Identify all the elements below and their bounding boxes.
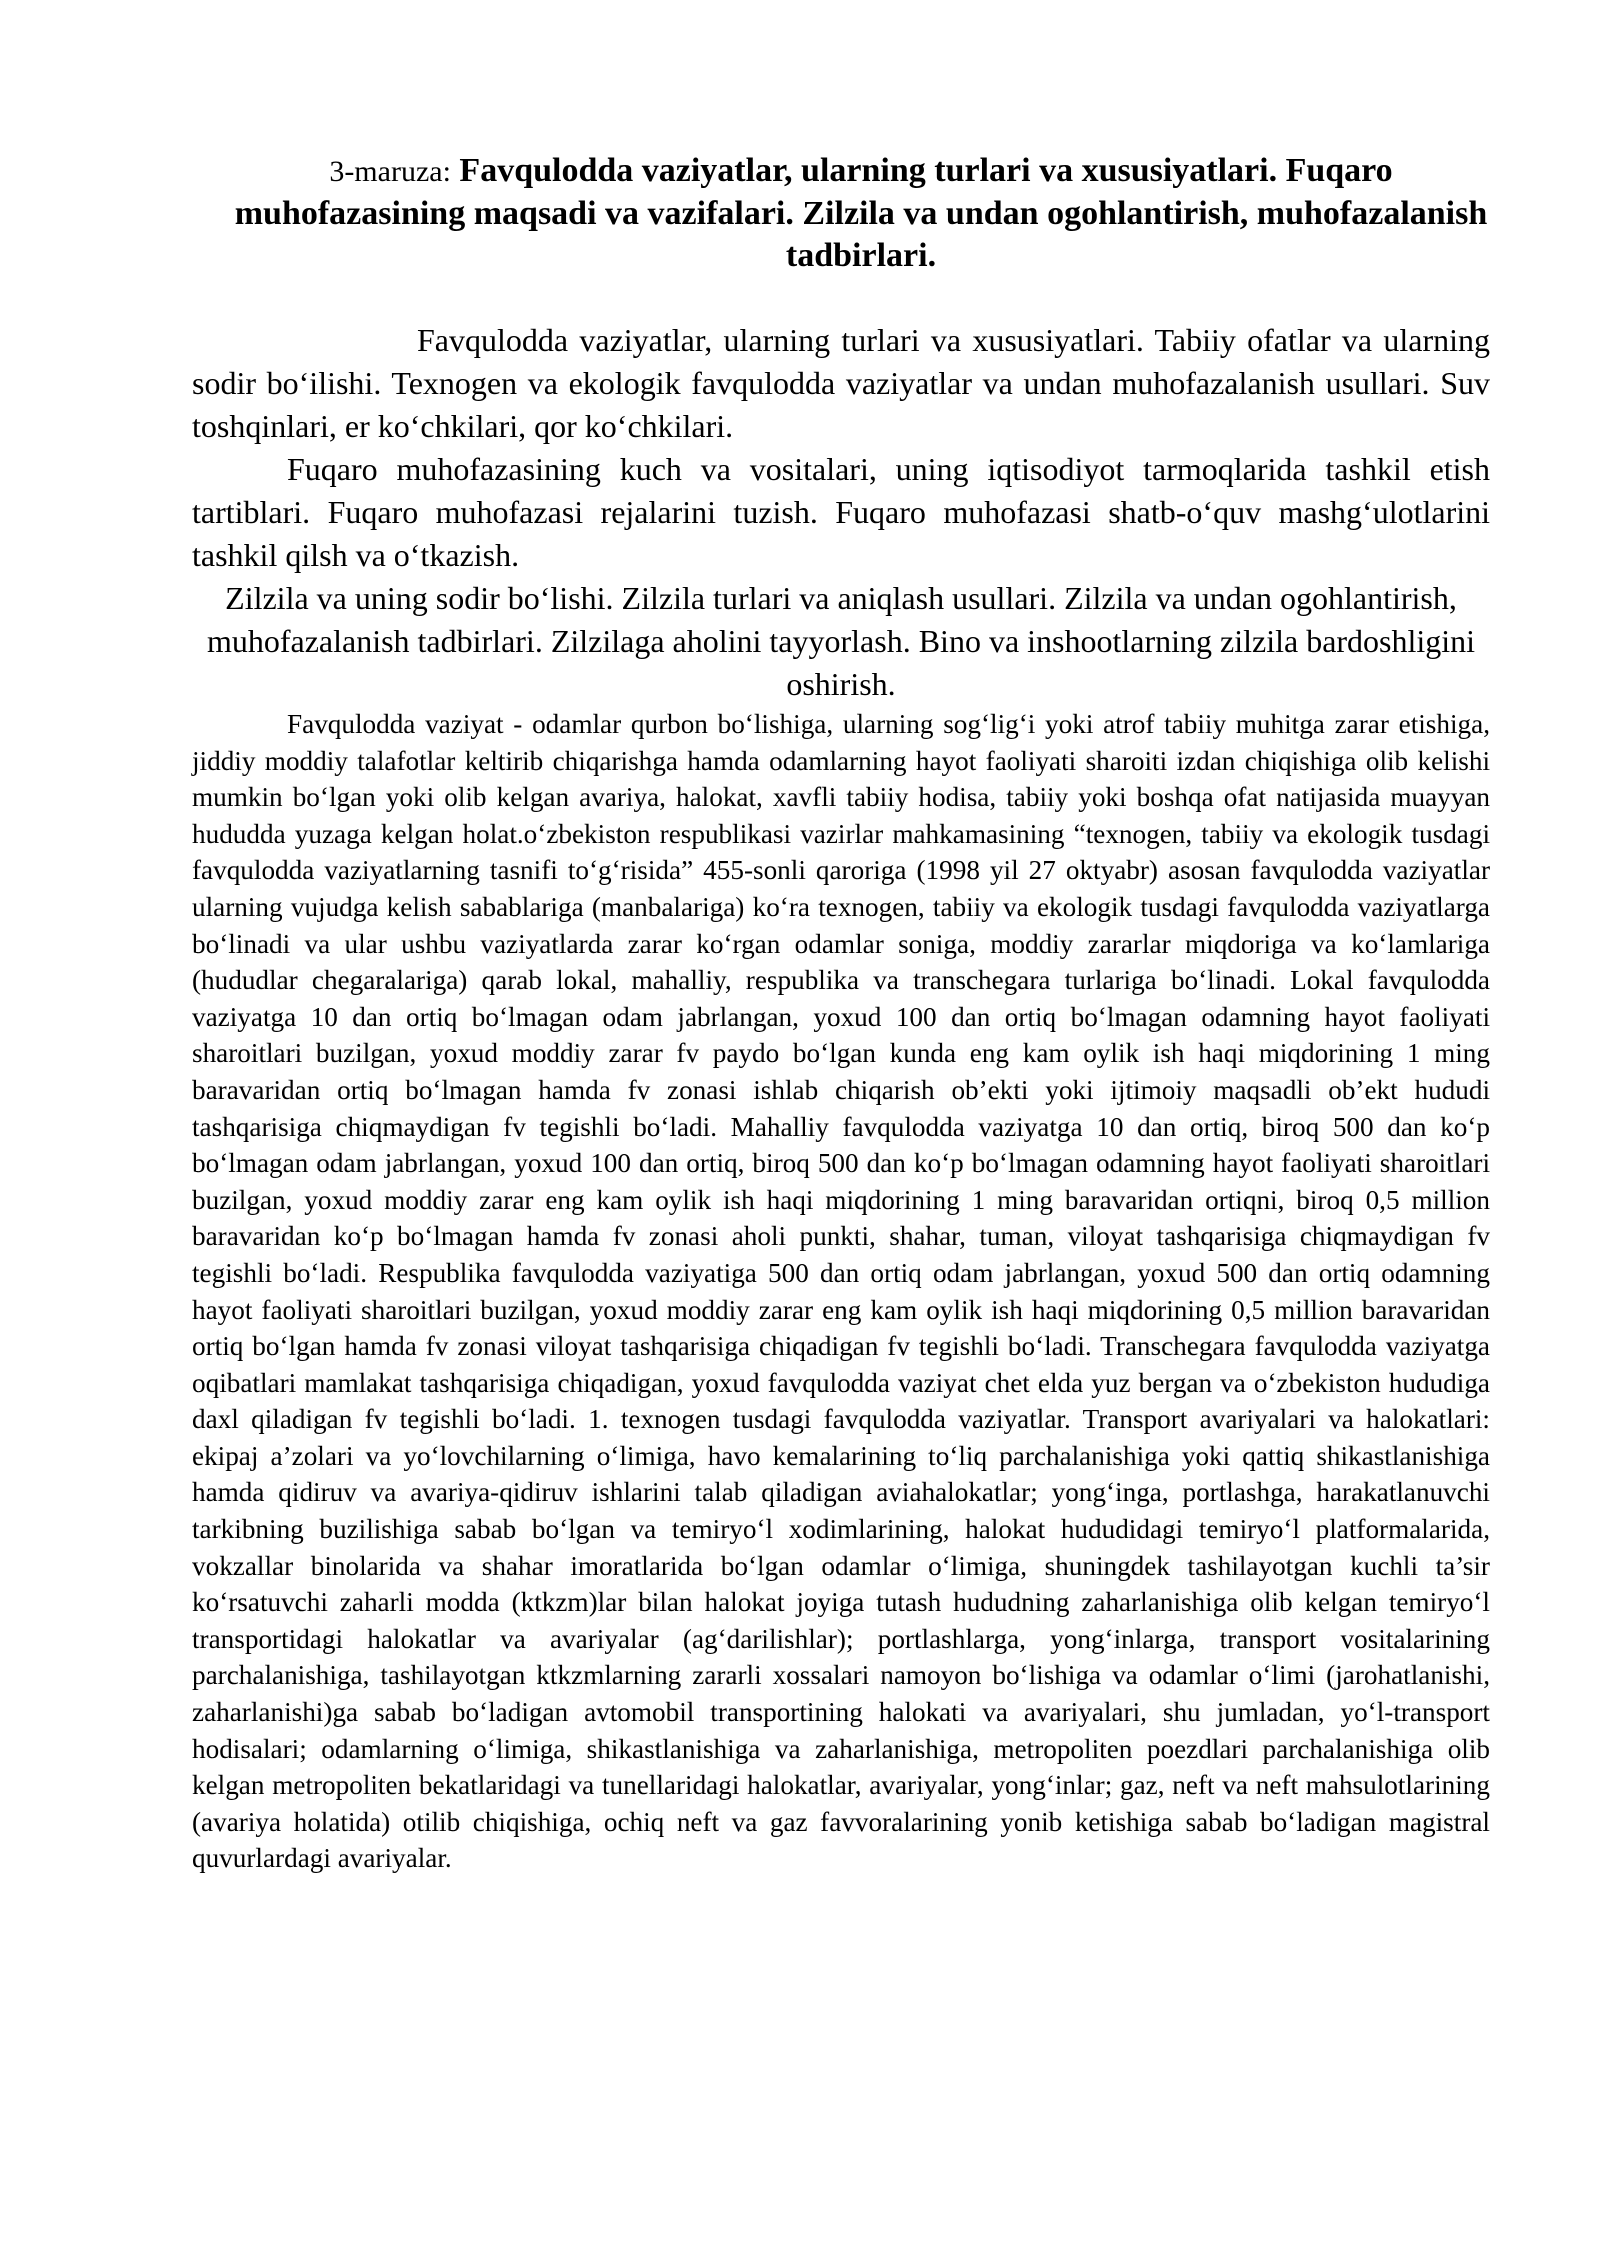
summary-paragraph-3: Zilzila va uning sodir bo‘lishi. Zilzila turlari va aniqlash usullari. Zilzila va undan ogohlantirish, muhofazalanish tadbirlari. Zilzilaga aholini tayyorlash. Bino va inshootlarning zilzila bardoshligini oshirish. [206, 580, 1476, 702]
body-paragraph: Favqulodda vaziyat - odamlar qurbon bo‘lishiga, ularning sog‘lig‘i yoki atrof tabiiy muhitga zarar etishiga, jiddiy moddiy talafotlar keltirib chiqarishga hamda odamlarning hayot faoliyati sharoiti izdan chiqishiga olib kelishi mumkin bo‘lgan yoki olib kelgan avariya, halokat, xavfli tabiiy hodisa, tabiiy yoki boshqa ofat natijasida muayyan hududda yuzaga kelgan holat.o‘zbekiston respublikasi vazirlar mahkamasining “texnogen, tabiiy va ekologik tusdagi favqulodda vaziyatlarning tasnifi to‘g‘risida” 455-sonli qaroriga (1998 yil 27 oktyabr) asosan favqulodda vaziyatlar ularning vujudga kelish sabablariga (manbalariga) ko‘ra texnogen, tabiiy va ekologik tusdagi favqulodda vaziyatlarga bo‘linadi va ular ushbu vaziyatlarda zarar ko‘rgan odamlar soniga, moddiy zararlar miqdoriga va ko‘lamlariga (hududlar chegaralariga) qarab lokal, mahalliy, respublika va transchegara turlariga bo‘linadi. Lokal favqulodda vaziyatga 10 dan ortiq bo‘lmagan odam jabrlangan, yoxud 100 dan ortiq bo‘lmagan odamning hayot faoliyati sharoitlari buzilgan, yoxud moddiy zarar fv paydo bo‘lgan kunda eng kam oylik ish haqi miqdorining 1 ming baravaridan ortiq bo‘lmagan hamda fv zonasi ishlab chiqarish ob’ekti yoki ijtimoiy maqsadli ob’ekt hududi tashqarisiga chiqmaydigan fv tegishli bo‘ladi. Mahalliy favqulodda vaziyatga 10 dan ortiq, biroq 500 dan ko‘p bo‘lmagan odam jabrlangan, yoxud 100 dan ortiq, biroq 500 dan ko‘p bo‘lmagan odamning hayot faoliyati sharoitlari buzilgan, yoxud moddiy zarar eng kam oylik ish haqi miqdorining 1 ming baravaridan ortiqni, biroq 0,5 million baravaridan ko‘p bo‘lmagan hamda fv zonasi aholi punkti, shahar, tuman, viloyat tashqarisiga chiqmaydigan fv tegishli bo‘ladi. Respublika favqulodda vaziyatiga 500 dan ortiq odam jabrlangan, yoxud 500 dan ortiq odamning hayot faoliyati sharoitlari buzilgan, yoxud moddiy zarar eng kam oylik ish haqi miqdorining 0,5 million baravaridan ortiq bo‘lgan hamda fv zonasi viloyat tashqarisiga chiqadigan fv tegishli bo‘ladi. Transchegara favqulodda vaziyatga oqibatlari mamlakat tashqarisiga chiqadigan, yoxud favqulodda vaziyat chet elda yuz bergan va o‘zbekiston hududiga daxl qiladigan fv tegishli bo‘ladi. 1. texnogen tusdagi favqulodda vaziyatlar. Transport avariyalari va halokatlari: ekipaj a’zolari va yo‘lovchilarning o‘limiga, havo kemalarining to‘liq parchalanishiga yoki qattiq shikastlanishiga hamda qidiruv va avariya-qidiruv ishlarini talab qiladigan aviahalokatlar; yong‘inga, portlashga, harakatlanuvchi tarkibning buzilishiga sabab bo‘lgan va temiryo‘l xodimlarining, halokat hududidagi temiryo‘l platformalarida, vokzallar binolarida va shahar imoratlarida bo‘lgan odamlar o‘limiga, shuningdek tashilayotgan kuchli ta’sir ko‘rsatuvchi zaharli modda (ktkzm)lar bilan halokat joyiga tutash hududning zaharlanishiga olib kelgan temiryo‘l transportidagi halokatlar va avariyalar (ag‘darilishlar); portlashlarga, yong‘inlarga, transport vositalarining parchalanishiga, tashilayotgan ktkzmlarning zararli xossalari namoyon bo‘lishiga va odamlar o‘limi (jarohatlanishi, zaharlanishi)ga sabab bo‘ladigan avtomobil transportining halokati va avariyalari, shu jumladan, yo‘l-transport hodisalari; odamlarning o‘limiga, shikastlanishiga va zaharlanishiga, metropoliten poezdlari parchalanishiga olib kelgan metropoliten bekatlaridagi va tunellaridagi halokatlar, avariyalar, yong‘inlar; gaz, neft va neft mahsulotlarining (avariya holatida) otilib chiqishiga, ochiq neft va gaz favvoralarining yonib ketishiga sabab bo‘ladigan magistral quvurlardagi avariyalar. [192, 709, 1490, 1874]
lecture-number: 3-maruza: [329, 155, 451, 188]
summary-paragraph-1: Favqulodda vaziyatlar, ularning turlari va xususiyatlari. Tabiiy ofatlar va ularning sodir bo‘ilishi. Texnogen va ekologik favqulodda vaziyatlar va undan muhofazalanish usullari. Suv toshqinlari, er ko‘chkilari, qor ko‘chkilari. [192, 322, 1490, 444]
summary-paragraph-2: Fuqaro muhofazasining kuch va vositalari, uning iqtisodiyot tarmoqlarida tashkil etish tartiblari. Fuqaro muhofazasi rejalarini tuzish. Fuqaro muhofazasi shatb-o‘quv mashg‘ulotlarini tashkil qilsh va o‘tkazish. [192, 451, 1490, 573]
document-page [192, 150, 1490, 1877]
lecture-title [192, 150, 1490, 277]
lecture-title-text: Favqulodda vaziyatlar, ularning turlari va xususiyatlari. Fuqaro muhofazasining maqsadi va vazifalari. Zilzila va undan ogohlantirish, muhofazalanish tadbirlari. [234, 152, 1488, 274]
